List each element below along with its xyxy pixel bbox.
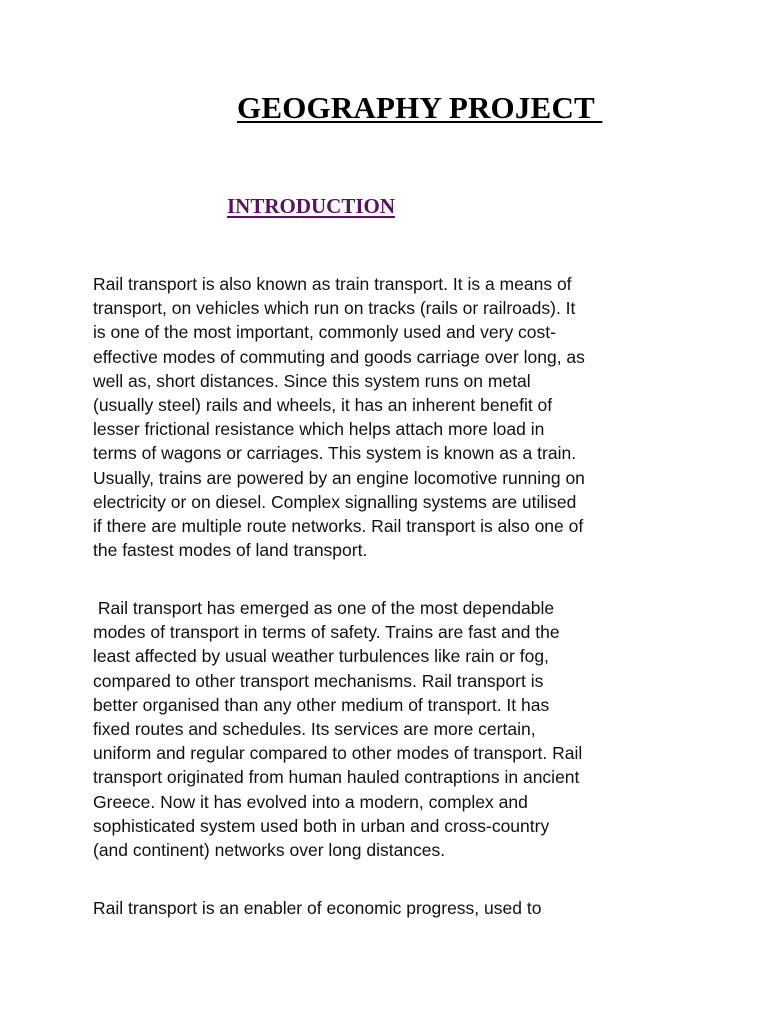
paragraph-line: Rail transport is also known as train transport. It is a means of (93, 274, 572, 294)
paragraph-line: effective modes of commuting and goods carriage over long, as (93, 346, 585, 367)
paragraph-line: modes of transport in terms of safety. Trains are fast and the (93, 622, 560, 643)
paragraph-line: electricity or on diesel. Complex signalling systems are utilised (93, 491, 577, 512)
section-heading-introduction: INTRODUCTION (227, 194, 396, 218)
paragraph-line: compared to other transport mechanisms. Rail transport is (93, 670, 544, 691)
paragraph-line: is one of the most important, commonly used and very cost- (93, 322, 556, 343)
paragraph-line: Usually, trains are powered by an engine locomotive running on (93, 467, 585, 488)
paragraph-line: fixed routes and schedules. Its services are more certain, (93, 719, 536, 740)
paragraph-line: transport originated from human hauled contraptions in ancient (93, 767, 580, 788)
paragraph-line: terms of wagons or carriages. This system is known as a train. (93, 443, 577, 464)
paragraph-line: (usually steel) rails and wheels, it has an inherent benefit of (93, 395, 553, 416)
paragraph-line: Rail transport is an enabler of economic progress, used to (93, 898, 542, 918)
paragraph-line: (and continent) networks over long distances. (93, 840, 446, 861)
paragraph-line: lesser frictional resistance which helps attach more load in (93, 419, 545, 440)
paragraph-line: uniform and regular compared to other modes of transport. Rail (93, 743, 583, 764)
paragraph-line: transport, on vehicles which run on tracks (rails or railroads). It (93, 298, 576, 319)
paragraph-line: well as, short distances. Since this system runs on metal (93, 370, 531, 391)
paragraph-2 (93, 596, 693, 862)
document-title: GEOGRAPHY PROJECT (237, 90, 603, 125)
paragraph-line: least affected by usual weather turbulences like rain or fog, (93, 646, 549, 667)
paragraph-line: Greece. Now it has evolved into a modern, complex and (93, 791, 528, 812)
paragraph-line: sophisticated system used both in urban and cross-country (93, 815, 550, 836)
paragraph-line: better organised than any other medium of transport. It has (93, 694, 550, 715)
paragraph-3 (93, 896, 693, 920)
paragraph-line: if there are multiple route networks. Rail transport is also one of (93, 516, 584, 537)
paragraph-line: the fastest modes of land transport. (93, 540, 368, 561)
paragraph-1 (93, 272, 693, 562)
paragraph-line: Rail transport has emerged as one of the most dependable (93, 598, 555, 618)
